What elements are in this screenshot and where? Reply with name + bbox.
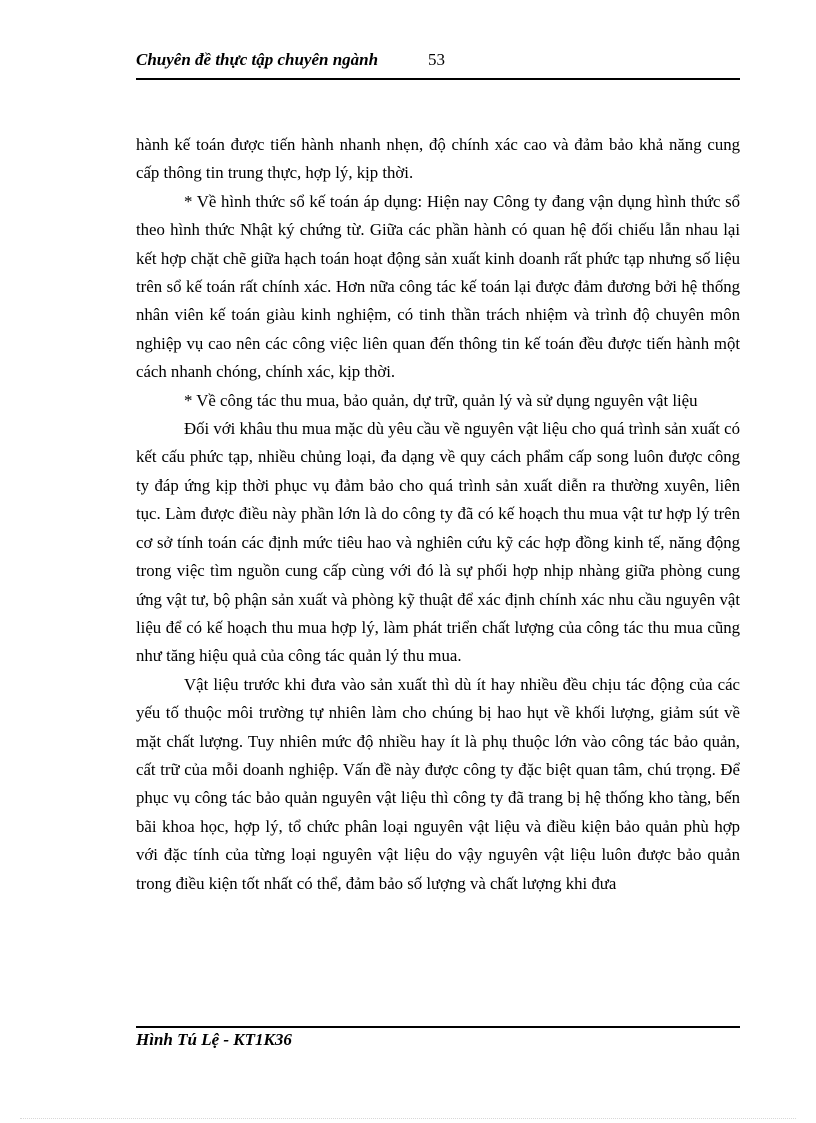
page-number: 53 bbox=[428, 50, 445, 69]
header-title: Chuyên đề thực tập chuyên ngành bbox=[136, 50, 379, 69]
page-header bbox=[136, 46, 740, 80]
paragraph-purchasing-heading: * Về công tác thu mua, bảo quản, dự trữ, quản lý và sử dụng nguyên vật liệu bbox=[184, 390, 698, 410]
paragraph-continuation: hành kế toán được tiến hành nhanh nhẹn, độ chính xác cao và đảm bảo khả năng cung cấp thông tin trung thực, hợp lý, kịp thời. bbox=[136, 135, 740, 183]
body-text bbox=[136, 131, 740, 898]
paragraph-storage: Vật liệu trước khi đưa vào sản xuất thì dù ít hay nhiều đều chịu tác động của các yếu tố thuộc môi trường tự nhiên làm cho chúng bị hao hụt về khối lượng, giảm sút về mặt chất lượng. Tuy nhiên mức độ nhiều hay ít là phụ thuộc lớn vào công tác bảo quản, cất trữ của mỗi doanh nghiệp. Vấn đề này được công ty đặc biệt quan tâm, chú trọng. Để phục vụ công tác bảo quản nguyên vật liệu thì công ty đã trang bị hệ thống kho tàng, bến bãi khoa học, hợp lý, tổ chức phân loại nguyên vật liệu và điều kiện bảo quản phù hợp với đặc tính của từng loại nguyên vật liệu do vậy nguyên vật liệu luôn được bảo quản trong điều kiện tốt nhất có thể, đảm bảo số lượng và chất lượng khi đưa bbox=[136, 674, 740, 893]
page-bottom-dotted-border bbox=[20, 1118, 796, 1119]
paragraph-accounting-books: * Về hình thức sổ kế toán áp dụng: Hiện nay Công ty đang vận dụng hình thức sổ theo hình thức Nhật ký chứng từ. Giữa các phần hành có quan hệ đối chiếu lẫn nhau lại kết hợp chặt chẽ giữa hạch toán hoạt động sản xuất kinh doanh rất phức tạp nhưng số liệu trên sổ kế toán rất chính xác. Hơn nữa công tác kế toán lại được đảm đương bởi hệ thống nhân viên kế toán giàu kinh nghiệm, có tinh thần trách nhiệm và trình độ chuyên môn nghiệp vụ cao nên các công việc liên quan đến thông tin kế toán đều được tiến hành một cách nhanh chóng, chính xác, kịp thời. bbox=[136, 191, 740, 382]
footer-author: Hình Tú Lệ - KT1K36 bbox=[136, 1030, 292, 1049]
footer-divider bbox=[136, 1026, 740, 1028]
paragraph-purchasing: Đối với khâu thu mua mặc dù yêu cầu về nguyên vật liệu cho quá trình sản xuất có kết cấu phức tạp, nhiều chủng loại, đa dạng về quy cách phẩm cấp song luôn được công ty đáp ứng kịp thời phục vụ đảm bảo cho quá trình sản xuất diễn ra thường xuyên, liên tục. Làm được điều này phần lớn là do công ty đã có kế hoạch thu mua vật tư hợp lý trên cơ sở tính toán các định mức tiêu hao và nghiên cứu kỹ các hợp đồng kinh tế, năng động trong việc tìm nguồn cung cấp cùng với đó là sự phối hợp nhịp nhàng giữa phòng cung ứng vật tư, bộ phận sản xuất và phòng kỹ thuật để xác định chính xác nhu cầu nguyên vật liệu để có kế hoạch thu mua hợp lý, làm phát triển chất lượng của công tác thu mua cũng như tăng hiệu quả của công tác quản lý thu mua. bbox=[136, 419, 740, 666]
